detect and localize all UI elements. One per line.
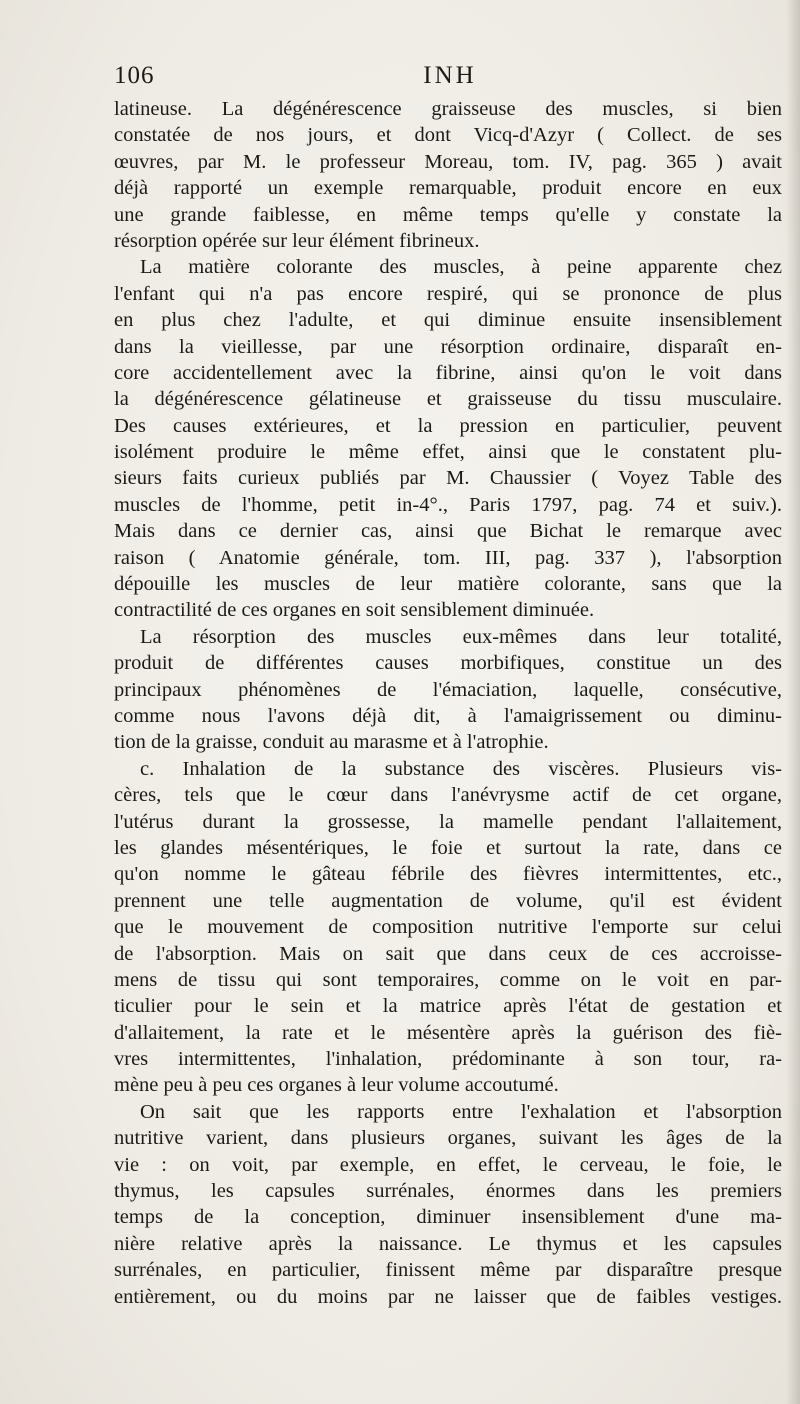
text-line: mens de tissu qui sont temporaires, comme on le voit en par-: [114, 968, 782, 991]
text-line: On sait que les rapports entre l'exhalation et l'absorption: [140, 1100, 782, 1123]
paragraph: [114, 1099, 782, 1310]
paragraph: [114, 624, 782, 756]
text-line: l'enfant qui n'a pas encore respiré, qui se prononce de plus: [114, 282, 782, 305]
text-line: muscles de l'homme, petit in-4°., Paris 1797, pag. 74 et suiv.).: [114, 493, 782, 516]
page-edge-shadow: [786, 0, 800, 1404]
text-line: cères, tels que le cœur dans l'anévrysme actif de cet organe,: [114, 784, 782, 807]
text-line: prennent une telle augmentation de volume, qu'il est évident: [114, 889, 782, 912]
text-line: déjà rapporté un exemple remarquable, produit encore en eux: [114, 177, 782, 200]
text-line: temps de la conception, diminuer insensiblement d'une ma-: [114, 1206, 782, 1229]
text-line: principaux phénomènes de l'émaciation, laquelle, consécutive,: [114, 678, 782, 701]
text-line: entièrement, ou du moins par ne laisser que de faibles vestiges.: [114, 1285, 782, 1308]
text-line: qu'on nomme le gâteau fébrile des fièvres intermittentes, etc.,: [114, 863, 782, 886]
text-line: La résorption des muscles eux-mêmes dans leur totalité,: [140, 625, 782, 648]
text-line: vres intermittentes, l'inhalation, prédominante à son tour, ra-: [114, 1048, 782, 1071]
text-line: en plus chez l'adulte, et qui diminue ensuite insensiblement: [114, 309, 782, 332]
text-line: dans la vieillesse, par une résorption ordinaire, disparaît en-: [114, 335, 782, 358]
text-line: constatée de nos jours, et dont Vicq-d'Azyr ( Collect. de ses: [114, 124, 782, 147]
text-line: sieurs faits curieux publiés par M. Chaussier ( Voyez Table des: [114, 467, 782, 490]
text-line: produit de différentes causes morbifiques, constitue un des: [114, 652, 782, 675]
paragraph: [114, 96, 782, 254]
text-line: La matière colorante des muscles, à peine apparente chez: [140, 256, 782, 279]
text-line: Mais dans ce dernier cas, ainsi que Bichat le remarque avec: [114, 520, 782, 543]
paragraph: [114, 756, 782, 1099]
page-header: [114, 62, 786, 98]
page-number: 106: [114, 62, 155, 89]
text-line: dépouille les muscles de leur matière colorante, sans que la: [114, 573, 782, 596]
text-line: les glandes mésentériques, le foie et surtout la rate, dans ce: [114, 836, 782, 859]
running-head: INH: [423, 62, 477, 89]
text-line: Des causes extérieures, et la pression en particulier, peuvent: [114, 414, 782, 437]
text-line: mène peu à peu ces organes à leur volume accoutumé.: [114, 1074, 559, 1097]
text-line: raison ( Anatomie générale, tom. III, pag. 337 ), l'absorption: [114, 546, 782, 569]
text-line: nutritive varient, dans plusieurs organes, suivant les âges de la: [114, 1127, 782, 1150]
text-line: c. Inhalation de la substance des viscères. Plusieurs vis-: [140, 757, 782, 780]
text-line: œuvres, par M. le professeur Moreau, tom. IV, pag. 365 ) avait: [114, 150, 782, 173]
text-line: core accidentellement avec la fibrine, ainsi qu'on le voit dans: [114, 361, 782, 384]
paragraph: [114, 254, 782, 623]
text-line: isolément produire le même effet, ainsi que le constatent plu-: [114, 441, 782, 464]
text-line: que le mouvement de composition nutritive l'emporte sur celui: [114, 916, 782, 939]
body-text: [114, 96, 782, 1310]
text-line: nière relative après la naissance. Le thymus et les capsules: [114, 1232, 782, 1255]
text-line: d'allaitement, la rate et le mésentère après la guérison des fiè-: [114, 1021, 782, 1044]
text-line: ticulier pour le sein et la matrice après l'état de gestation et: [114, 995, 782, 1018]
text-line: latineuse. La dégénérescence graisseuse des muscles, si bien: [114, 98, 782, 120]
text-line: la dégénérescence gélatineuse et graisseuse du tissu musculaire.: [114, 388, 782, 411]
text-line: de l'absorption. Mais on sait que dans ceux de ces accroisse-: [114, 942, 782, 965]
text-line: résorption opérée sur leur élément fibrineux.: [114, 229, 480, 252]
text-line: surrénales, en particulier, finissent même par disparaître presque: [114, 1259, 782, 1282]
text-line: l'utérus durant la grossesse, la mamelle pendant l'allaitement,: [114, 810, 782, 833]
text-line: comme nous l'avons déjà dit, à l'amaigrissement ou diminu-: [114, 704, 782, 727]
text-line: vie : on voit, par exemple, en effet, le cerveau, le foie, le: [114, 1153, 782, 1176]
text-line: contractilité de ces organes en soit sensiblement diminuée.: [114, 599, 595, 622]
text-line: tion de la graisse, conduit au marasme et à l'atrophie.: [114, 731, 549, 754]
text-line: une grande faiblesse, en même temps qu'elle y constate la: [114, 203, 782, 226]
text-line: thymus, les capsules surrénales, énormes dans les premiers: [114, 1180, 782, 1203]
